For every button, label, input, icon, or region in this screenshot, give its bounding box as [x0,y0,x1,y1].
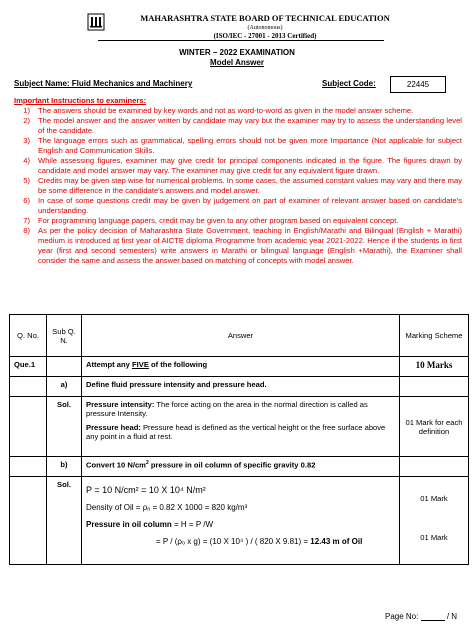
instruction-item [14,226,462,266]
formula-line-2: Density of Oil = ρₒ = 0.82 X 1000 = 820 kg/m³ [86,503,248,512]
subject-code-label: Subject Code: [322,79,376,88]
marks-empty [400,457,469,477]
model-answer-title: Model Answer [210,58,264,67]
instruction-number: 6) [23,196,30,205]
solution-working [82,477,400,565]
org-autonomous: (Autonomous) [247,25,283,31]
marks-empty [400,377,469,397]
instruction-item [14,116,462,136]
sub-q-number: b) [47,457,82,477]
q-empty [10,457,47,477]
solution-label: Sol. [47,397,82,457]
question-text [82,357,400,377]
instructions-block [14,96,462,266]
sub-q-empty [47,357,82,377]
instruction-number: 2) [23,116,30,125]
q-empty [10,377,47,397]
question-text-emphasis: FIVE [132,360,149,369]
instruction-text: As per the policy decision of Maharashtra State Government, teaching in English/Marathi and Bilingual (English + Marathi) medium is introduced at first year of AICTE diploma Programme from academic year 2021-2022. Hence if the students in first year (first and second semesters) write answers in Marathi or bilingual language (English +Marathi), the Examiner shall consider the same and assess the answer based on matching of concepts with model answer. [38,226,462,265]
solution-marks: 01 Mark for each definition [400,397,469,457]
instruction-text: The answers should be examined by key words and not as word-to-word as given in the model answer scheme. [38,106,414,115]
instruction-text: The model answer and the answer written by candidate may vary but the examiner may try to assess the understanding level of the candidate. [38,116,462,135]
org-iso: (ISO/IEC - 27001 - 2013 Certified) [213,32,317,40]
formula-line-4 [86,535,395,548]
instruction-text: The language errors such as grammatical, spelling errors should not be given more Importance (Not applicable for subject English and Communication Skills. [38,136,462,155]
table-row [10,397,469,457]
instruction-number: 3) [23,136,30,145]
table-row [10,477,469,565]
instruction-text: For programming language papers, credit may be given to any other program based on equivalent concept. [38,216,399,225]
sub-question-pre: Convert 10 N/cm [86,460,146,470]
formula-line-3-label: Pressure in oil column [86,520,172,529]
org-header [120,13,410,41]
sub-question-post: pressure in oil column of specific gravity 0.82 [148,460,316,470]
formula-result: 12.43 m of Oil [310,537,363,546]
sub-q-number: a) [47,377,82,397]
question-marks: 10 Marks [400,357,469,377]
formula-line-3 [86,518,395,531]
instruction-item [14,176,462,196]
mark-1: 01 Mark [420,494,448,503]
question-text-pre: Attempt any [86,360,132,369]
definition-pressure-intensity [86,400,395,418]
mark-2: 01 Mark [420,533,448,542]
instruction-text: Credits may be given step wise for numerical problems. In some cases, the assumed constant values may vary and there may be some difference in the candidate's answers and model answer. [38,176,462,195]
q-number: Que.1 [10,357,47,377]
header-rule [98,40,384,41]
header-q-no: Q. No. [10,315,47,357]
subject-code-box: 22445 [390,76,446,93]
definition-term: Pressure intensity: [86,400,155,409]
question-text-post: of the following [148,360,208,369]
solution-text [82,397,400,457]
q-empty [10,397,47,457]
table-header-row [10,315,469,357]
page-number-blank [421,612,445,621]
instructions-title: Important Instructions to examiners: [14,96,147,105]
instruction-item [14,106,462,116]
org-name: MAHARASHTRA STATE BOARD OF TECHNICAL EDUCATION [140,13,390,23]
instruction-item [14,156,462,176]
instruction-number: 7) [23,216,30,225]
msbte-logo [87,13,105,31]
exam-title: WINTER – 2022 EXAMINATION [179,48,295,57]
sub-question-sup: 2 [145,460,149,466]
formula-line-3-value: = H = P /W [171,520,214,529]
formula-line-1: P = 10 N/cm² = 10 X 10⁴ N/m² [86,485,206,495]
page-number-footer [385,612,457,621]
header-marking-scheme: Marking Scheme [400,315,469,357]
solution-marks [400,477,469,565]
instruction-item [14,136,462,156]
sub-question-text: Define fluid pressure intensity and pressure head. [82,377,400,397]
table-row [10,457,469,477]
instruction-text: In case of some questions credit may be given by judgement on part of examiner of relevant answer based on candidate's understanding. [38,196,462,215]
definition-body: Pressure head is defined as the vertical height or the free surface above any point in a fluid at rest. [86,423,386,441]
instruction-number: 1) [23,106,30,115]
formula-line-4-expr: = P / (ρₒ x g) = (10 X 10⁴ ) / ( 820 X 9.81) = [156,537,311,546]
instruction-item [14,196,462,216]
instruction-item [14,216,462,226]
table-row [10,377,469,397]
instruction-number: 4) [23,156,30,165]
subject-name: Subject Name: Fluid Mechanics and Machinery [14,79,193,88]
instruction-number: 8) [23,226,30,235]
instruction-number: 5) [23,176,30,185]
definition-term: Pressure head: [86,423,141,432]
answer-table [9,314,469,565]
page-suffix: / N [446,612,458,621]
header-sub-q-no: Sub Q. N. [47,315,82,357]
solution-label: Sol. [47,477,82,565]
sub-question-text [82,457,400,477]
instruction-text: While assessing figures, examiner may give credit for principal components indicated in the figure. The figures drawn by candidate and model answer may vary. The examiner may give credit for any equivalent figure drawn. [38,156,462,175]
q-empty [10,477,47,565]
table-row [10,357,469,377]
definition-pressure-head [86,423,395,441]
definition-body: The force acting on the area in the normal direction is called as pressure Intensity. [86,400,368,418]
header-answer: Answer [82,315,400,357]
page-label: Page No: [385,612,419,621]
instructions-list [14,106,462,266]
